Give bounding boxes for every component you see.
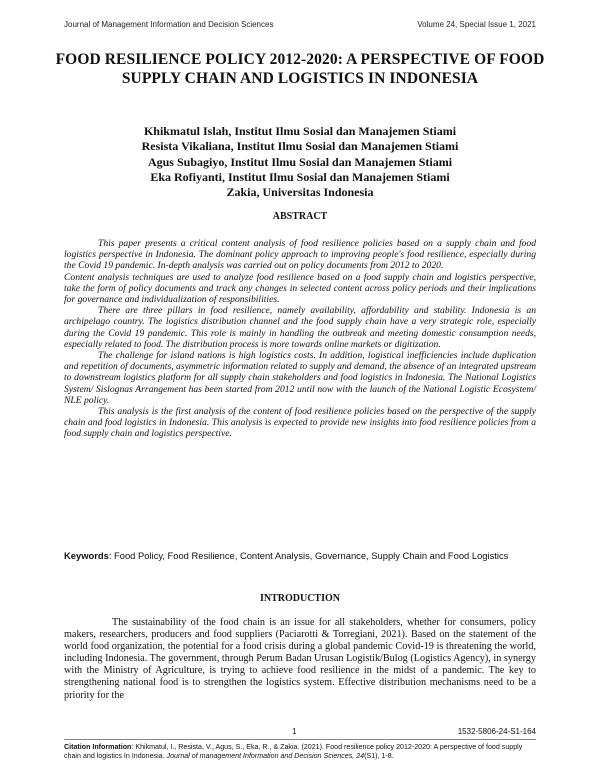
page-number: 1: [292, 727, 297, 736]
citation-text: : Khikmatul, I., Resista, V., Agus, S., Eka, R., & Zakia. (2021). Food resilience policy 2012-2020: A perspective of food supply chain and logistics In Indonesia.: [64, 743, 523, 760]
abstract-paragraph: This analysis is the first analysis of the content of food resilience policies based on the perspective of the supply chain and food logistics in Indonesia. This analysis is expected to provide new insights into food resilience policies from a food supply chain and logistics perspective.: [64, 406, 536, 440]
abstract-paragraph: Content analysis techniques are used to analyze food resilience based on a food supply chain and logistics perspective, take the form of policy documents and track any changes in selected content across policy periods and their implications for governance and individualization of responsibilities.: [64, 271, 536, 306]
journal-name: Journal of Management Information and Decision Sciences: [64, 20, 274, 29]
volume-info: Volume 24, Special Issue 1, 2021: [417, 20, 536, 29]
paper-title: FOOD RESILIENCE POLICY 2012-2020: A PERSPECTIVE OF FOOD SUPPLY CHAIN AND LOGISTICS IN INDONESIA: [55, 51, 545, 87]
abstract-paragraph: This paper presents a critical content analysis of food resilience policies based on a supply chain and food logistics perspective in Indonesia. The dominant policy approach to improving people's food resilience, especially during the Covid 19 pandemic. In-depth analysis was carried out on policy documents from 2012 to 2020.: [64, 238, 536, 272]
footer-divider: [64, 739, 536, 740]
citation-journal: Journal of management Information and Decision Sciences, 24: [166, 752, 365, 760]
running-header: [64, 20, 536, 34]
introduction-heading: INTRODUCTION: [259, 593, 340, 604]
abstract-heading: ABSTRACT: [272, 211, 328, 222]
author-line: Khikmatul Islah, Institut Ilmu Sosial dan Manajemen Stiami: [143, 124, 457, 138]
introduction-paragraph: The sustainability of the food chain is an issue for all stakeholders, whether for consumers, policy makers, researchers, producers and food suppliers (Paciarotti & Torregiani, 2021). Based on the statement of the world food organization, the potential for a food crisis during a global pandemic Covid-19 is threatening the world, including Indonesia. The government, through Perum Badan Urusan Logistik/Bulog (Logistics Agency), in synergy with the Ministry of Agriculture, is trying to achieve food resilience in the midst of a pandemic. The key to strengthening national food is to strengthen the logistics system. Effective distribution mechanisms need to be a priority for the: [64, 617, 536, 701]
abstract-paragraph: There are three pillars in food resilience, namely availability, affordability and stability. Indonesia is an archipelago country. The logistics distribution channel and the food supply chain have a very strategic role, especially during the Covid 19 pandemic. This role is mainly in handling the outbreak and meeting domestic consumption needs, especially related to food. The distribution process is more towards online markets or digitization.: [64, 305, 536, 350]
author-line: Zakia, Universitas Indonesia: [226, 185, 374, 200]
citation-tail: (S1), 1-8.: [364, 752, 394, 760]
keywords-list: : Food Policy, Food Resilience, Content Analysis, Governance, Supply Chain and Food Logistics: [108, 550, 509, 561]
author-line: Eka Rofiyanti, Institut Ilmu Sosial dan Manajemen Stiami: [150, 169, 450, 184]
citation-label: Citation Information: [64, 743, 132, 751]
article-code: 1532-5806-24-S1-164: [457, 727, 536, 736]
abstract-body: [64, 238, 536, 440]
author-line: Agus Subagiyo, Institut Ilmu Sosial dan Manajemen Stiami: [147, 154, 453, 169]
abstract-paragraph: The challenge for island nations is high logistics costs. In addition, logistical inefficiencies include duplication and repetition of documents, asymmetric information related to supply and demand, the absence of an integrated upstream to downstream logistics platform for all supply chain stakeholders and food logistics in Indonesia. The National Logistics System/ Sislognas Arrangement has been started from 2012 until now with the launch of the National Logistic Ecosystem/ NLE policy.: [64, 350, 536, 406]
citation-information: [64, 743, 536, 761]
keywords-label: Keywords: [64, 550, 109, 561]
author-list: [40, 124, 560, 200]
author-line: Resista Vikaliana, Institut Ilmu Sosial dan Manajemen Stiami: [141, 139, 459, 154]
keywords: [64, 550, 536, 562]
